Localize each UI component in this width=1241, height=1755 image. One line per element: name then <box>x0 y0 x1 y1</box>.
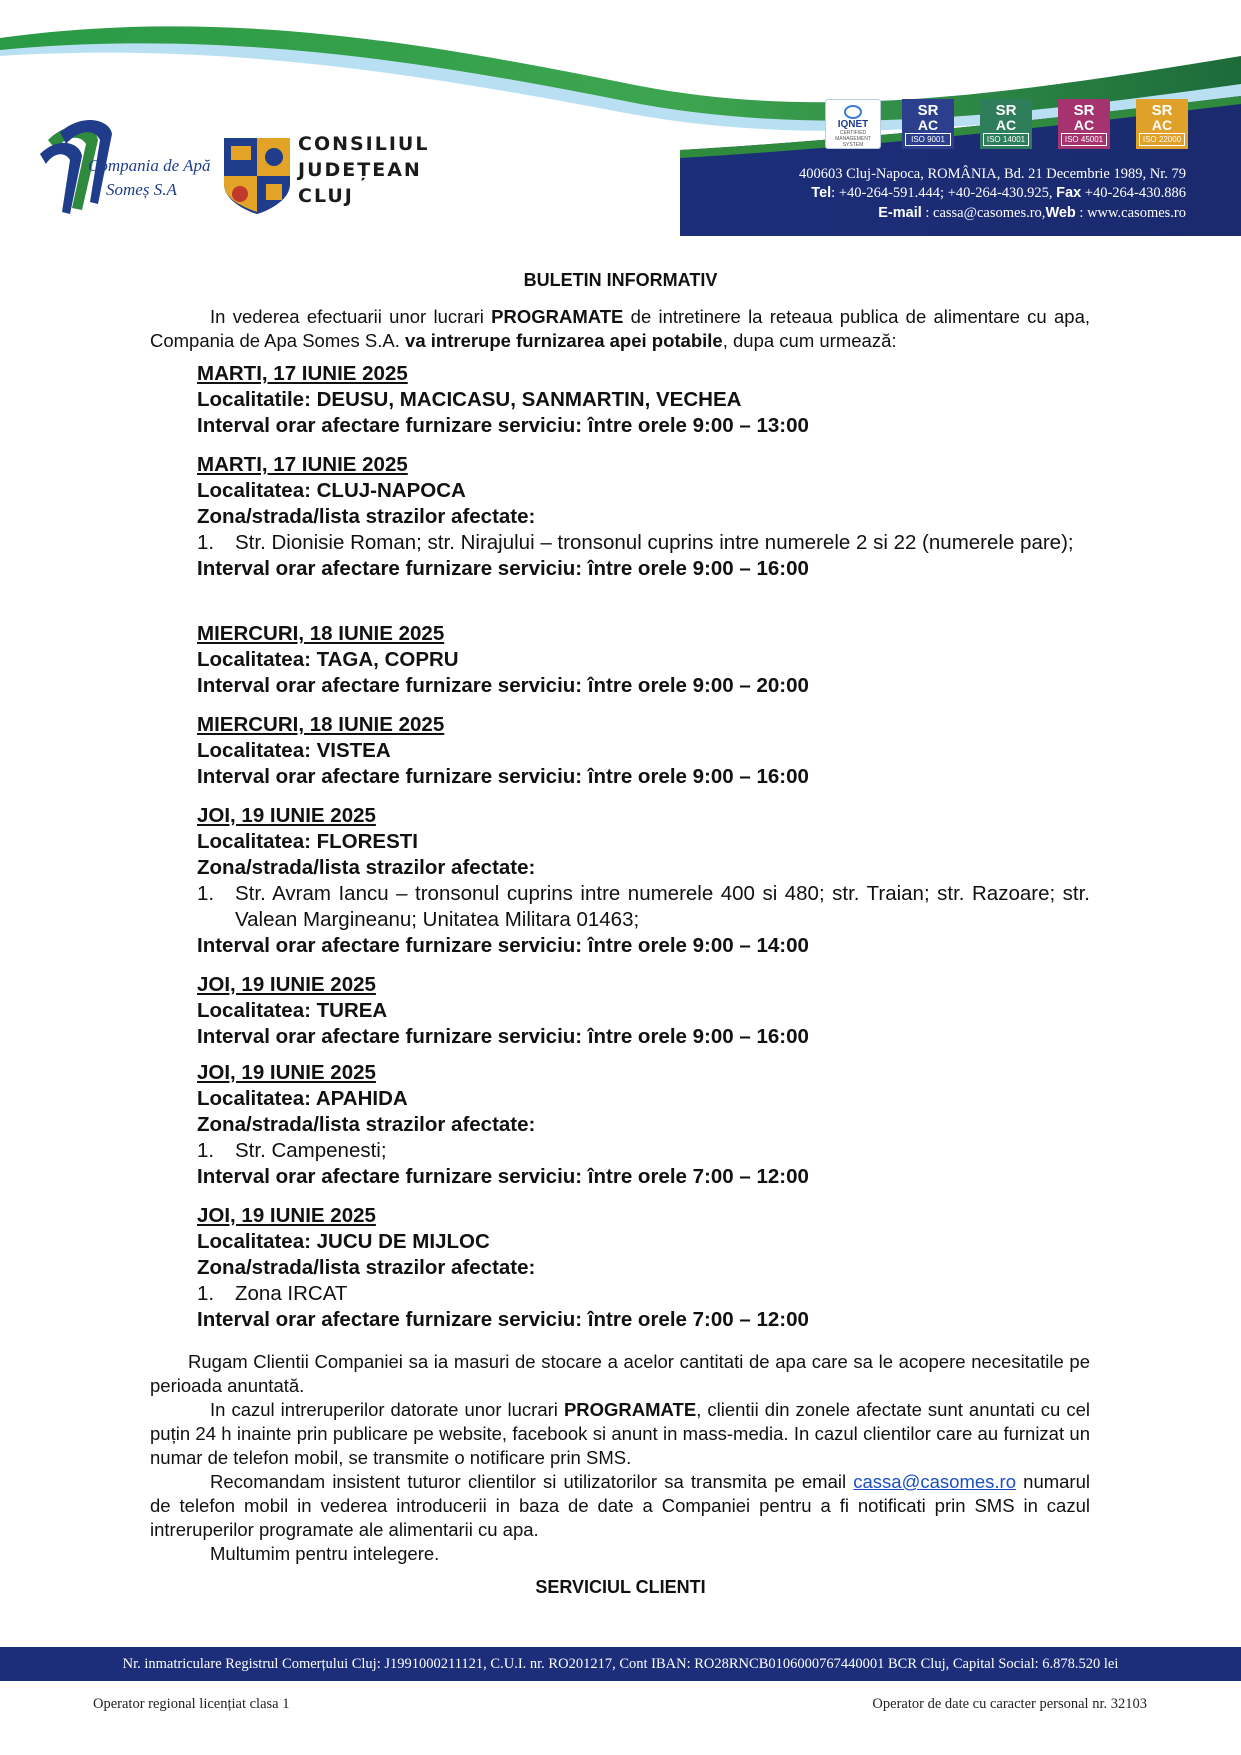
cert-badge-iso22000 <box>1136 99 1188 149</box>
outage-locality: Localitatea: TAGA, COPRU <box>197 648 459 671</box>
fax-value: +40-264-430.886 <box>1081 185 1186 201</box>
outage-locality: Localitatea: TUREA <box>197 999 388 1022</box>
outage-interval: Interval orar afectare furnizare serviciu: între orele 9:00 – 16:00 <box>197 557 809 580</box>
outage-street-item <box>197 1138 1090 1164</box>
item-number: 1. <box>197 1282 215 1305</box>
outage-block <box>197 712 1090 790</box>
email-value: : cassa@casomes.ro, <box>921 205 1046 221</box>
outage-zone-label: Zona/strada/lista strazilor afectate: <box>197 1256 536 1279</box>
intro-text-interruption: va intrerupe furnizarea apei potabile <box>405 330 723 351</box>
item-number: 1. <box>197 531 215 554</box>
outage-block <box>197 452 1090 582</box>
outage-locality: Localitatea: CLUJ-NAPOCA <box>197 479 466 502</box>
council-logo-text <box>298 131 429 209</box>
outage-interval: Interval orar afectare furnizare serviciu: între orele 9:00 – 16:00 <box>197 1025 809 1048</box>
email-link[interactable]: cassa@casomes.ro <box>853 1471 1016 1492</box>
outage-block <box>197 972 1090 1050</box>
iqnet-sub-label: CERTIFIED MANAGEMENT SYSTEM <box>835 130 871 148</box>
council-crest-icon <box>224 138 290 214</box>
outage-block <box>197 803 1090 959</box>
cert-ac-label: AC <box>995 117 1017 133</box>
item-number: 1. <box>197 882 215 905</box>
globe-icon <box>844 105 862 119</box>
cert-badge-iso45001 <box>1058 99 1110 149</box>
outage-locality: Localitatea: JUCU DE MIJLOC <box>197 1230 490 1253</box>
notice-text-programmed: PROGRAMATE <box>563 1399 697 1420</box>
outage-interval: Interval orar afectare furnizare serviciu: între orele 9:00 – 16:00 <box>197 765 809 788</box>
outage-block <box>197 621 1090 699</box>
outage-interval: Interval orar afectare furnizare serviciu: între orele 9:00 – 13:00 <box>197 414 809 437</box>
company-logo-text-line2: Someș S.A <box>106 180 177 199</box>
intro-text-programmed: PROGRAMATE <box>491 306 624 327</box>
cert-badge-iso9001 <box>902 99 954 149</box>
outage-interval: Interval orar afectare furnizare serviciu: între orele 7:00 – 12:00 <box>197 1308 809 1331</box>
cert-badge-iso14001 <box>980 99 1032 149</box>
item-text: Zona IRCAT <box>235 1282 348 1305</box>
cert-sr-label: SR <box>1151 102 1173 119</box>
cert-sr-label: SR <box>1073 102 1095 119</box>
council-title-line3: CLUJ <box>298 185 354 207</box>
closing-paragraph-storage: Rugam Clientii Companiei sa ia masuri de stocare a acelor cantitati de apa care sa le acopere necesitatile pe perioada anuntată. <box>150 1351 1090 1396</box>
tel-label: Tel <box>811 185 832 201</box>
company-logo-text-line1: Compania de Apă <box>88 156 211 175</box>
outage-block <box>197 1060 1090 1190</box>
outage-interval: Interval orar afectare furnizare serviciu: între orele 7:00 – 12:00 <box>197 1165 809 1188</box>
outage-zone-label: Zona/strada/lista strazilor afectate: <box>197 505 536 528</box>
cert-sr-label: SR <box>995 102 1017 119</box>
iqnet-certification-badge <box>825 99 881 149</box>
cert-ac-label: AC <box>917 117 939 133</box>
footer-operator-left: Operator regional licențiat clasa 1 <box>93 1696 290 1712</box>
outage-date: JOI, 19 IUNIE 2025 <box>197 973 376 996</box>
document-title: BULETIN INFORMATIV <box>523 270 718 290</box>
cert-iso-label: ISO 45001 <box>1061 133 1107 146</box>
iqnet-label: IQNET <box>837 119 869 130</box>
cert-iso-label: ISO 22000 <box>1139 133 1185 146</box>
header-wave-banner <box>0 0 1241 240</box>
outage-date: JOI, 19 IUNIE 2025 <box>197 1204 376 1227</box>
outage-date: MARTI, 17 IUNIE 2025 <box>197 453 408 476</box>
intro-text-5: , dupa cum urmează: <box>722 330 897 351</box>
intro-paragraph <box>150 305 1090 353</box>
outage-street-item <box>197 1281 1090 1307</box>
closing-thanks: Multumim pentru intelegere. <box>210 1543 440 1564</box>
closing-paragraph-recommend <box>150 1470 1090 1542</box>
cert-iso-label: ISO 9001 <box>905 133 951 146</box>
outage-locality: Localitatea: APAHIDA <box>197 1087 408 1110</box>
intro-text-3: de intretinere la reteaua publica de alimentare cu apa, Compania de Apa Somes S.A. <box>150 306 1090 351</box>
contact-phone-line <box>811 185 1186 202</box>
council-title-line2: JUDEȚEAN <box>298 159 422 181</box>
outage-date: JOI, 19 IUNIE 2025 <box>197 1061 376 1084</box>
outage-zone-label: Zona/strada/lista strazilor afectate: <box>197 1113 536 1136</box>
notice-text-2: , clientii din zonele afectate sunt anuntati cu cel puțin 24 h inainte prin publicare pe website, facebook si anunt in mass-media. In cazul clientilor care au furnizat un numar de telefon mobil, se transmite o notificare prin SMS. <box>150 1399 1090 1468</box>
outage-date: MARTI, 17 IUNIE 2025 <box>197 362 408 385</box>
outage-block <box>197 1203 1090 1333</box>
company-address: 400603 Cluj-Napoca, ROMÂNIA, Bd. 21 Decembrie 1989, Nr. 79 <box>798 166 1186 182</box>
outage-zone-label: Zona/strada/lista strazilor afectate: <box>197 856 536 879</box>
outage-locality: Localitatea: VISTEA <box>197 739 391 762</box>
intro-text-1: In vederea efectuarii unor lucrari <box>210 306 492 327</box>
fax-label: Fax <box>1056 185 1082 201</box>
closing-paragraph-notice <box>150 1398 1090 1470</box>
tel-value: : +40-264-591.444; +40-264-430.925, <box>831 185 1053 201</box>
cert-sr-label: SR <box>917 102 939 119</box>
notice-text-1: In cazul intreruperilor datorate unor lucrari <box>210 1399 564 1420</box>
outage-street-item <box>197 530 1090 556</box>
outage-interval: Interval orar afectare furnizare serviciu: între orele 9:00 – 20:00 <box>197 674 809 697</box>
cert-iso-label: ISO 14001 <box>983 133 1029 146</box>
outage-locality: Localitatea: FLORESTI <box>197 830 418 853</box>
cert-ac-label: AC <box>1151 117 1173 133</box>
item-text: Str. Campenesti; <box>235 1139 387 1162</box>
item-text: Str. Avram Iancu – tronsonul cuprins intre numerele 400 si 480; str. Traian; str. Razoare; str. Valean Margineanu; Unitatea Militara 01463; <box>235 882 1090 931</box>
outage-interval: Interval orar afectare furnizare serviciu: între orele 9:00 – 14:00 <box>197 934 809 957</box>
item-text: Str. Dionisie Roman; str. Nirajului – tronsonul cuprins intre numerele 2 si 22 (numerele pare); <box>235 531 1074 554</box>
outage-date: MIERCURI, 18 IUNIE 2025 <box>197 713 445 736</box>
outage-block <box>197 361 1090 439</box>
cert-ac-label: AC <box>1073 117 1095 133</box>
contact-web-line <box>878 205 1186 222</box>
recommend-text-2: numarul de telefon mobil in vederea introducerii in baza de date a Companiei pentru a fi notificati prin SMS in cazul intreruperilor programate ale alimentarii cu apa. <box>150 1471 1090 1540</box>
web-value: : www.casomes.ro <box>1079 205 1186 221</box>
recommend-text-1: Recomandam insistent tuturor clientilor si utilizatorilor sa transmita pe email <box>210 1471 854 1492</box>
council-title-line1: CONSILIUL <box>298 133 430 155</box>
outage-street-item <box>197 881 1090 933</box>
web-label: Web <box>1045 205 1076 221</box>
signature-department: SERVICIUL CLIENTI <box>535 1577 706 1597</box>
footer-registration-bar: Nr. inmatriculare Registrul Comerțului Cluj: J1991000211121, C.U.I. nr. RO201217, Cont IBAN: RO28RNCB0106000767440001 BCR Cluj, Capital Social: 6.878.520 lei <box>0 1647 1241 1681</box>
email-label: E-mail <box>878 205 922 221</box>
item-number: 1. <box>197 1139 215 1162</box>
outage-date: MIERCURI, 18 IUNIE 2025 <box>197 622 445 645</box>
outage-locality: Localitatile: DEUSU, MACICASU, SANMARTIN, VECHEA <box>197 388 742 411</box>
outage-date: JOI, 19 IUNIE 2025 <box>197 804 376 827</box>
footer-operator-right: Operator de date cu caracter personal nr. 32103 <box>872 1696 1147 1712</box>
